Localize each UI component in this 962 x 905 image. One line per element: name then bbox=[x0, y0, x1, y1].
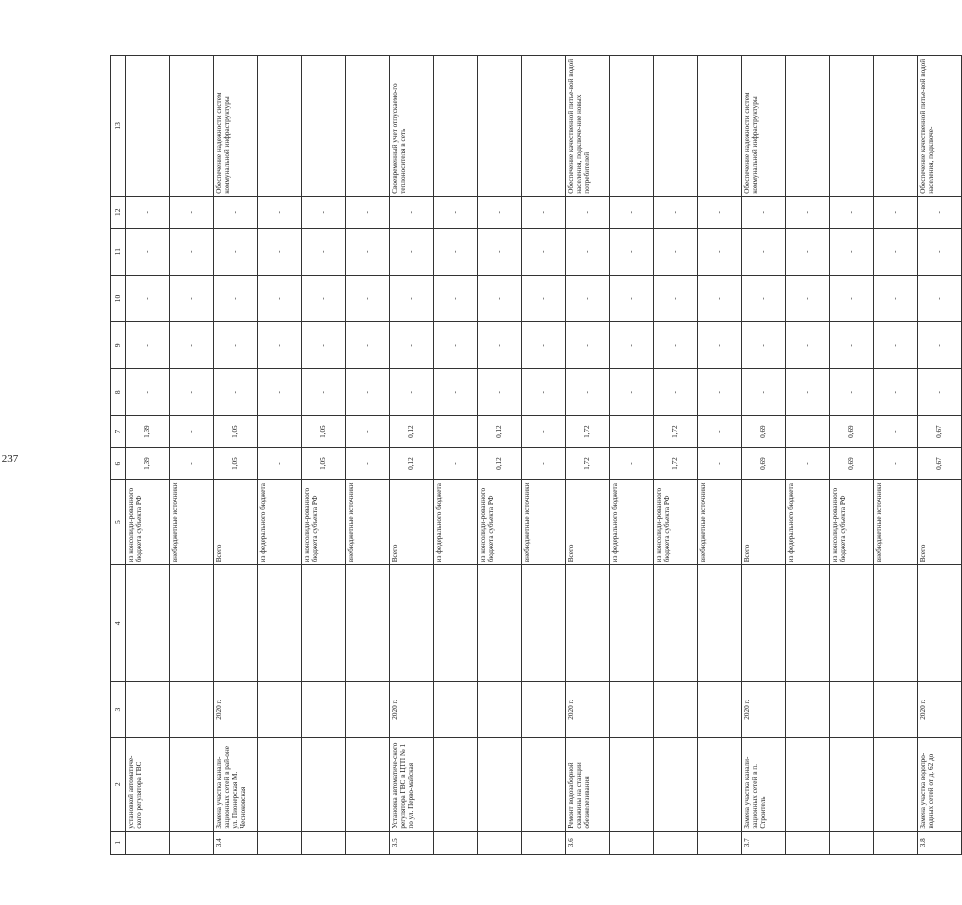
table-cell: - bbox=[698, 228, 742, 275]
table-cell bbox=[258, 416, 302, 448]
table-cell: 1,72 bbox=[654, 448, 698, 480]
table-row bbox=[258, 56, 302, 855]
table-cell: - bbox=[874, 416, 918, 448]
table-cell: - bbox=[698, 322, 742, 369]
table-cell: - bbox=[610, 228, 654, 275]
table-cell: 3.5 bbox=[390, 831, 434, 854]
table-cell: 1,05 bbox=[214, 448, 258, 480]
table-cell bbox=[522, 831, 566, 854]
table-cell: - bbox=[126, 322, 170, 369]
table-cell: внебюджетные источники bbox=[346, 480, 390, 565]
table-cell: - bbox=[170, 275, 214, 322]
table-cell: - bbox=[698, 369, 742, 416]
table-cell: - bbox=[610, 322, 654, 369]
table-cell: - bbox=[478, 275, 522, 322]
table-cell: - bbox=[522, 196, 566, 228]
table-cell: - bbox=[830, 322, 874, 369]
table-cell: - bbox=[830, 369, 874, 416]
table-cell bbox=[170, 565, 214, 682]
table-cell: - bbox=[654, 322, 698, 369]
table-cell bbox=[654, 56, 698, 197]
table-cell bbox=[654, 565, 698, 682]
table-cell: из консолиди-рованного бюджета субъекта РФ bbox=[126, 480, 170, 565]
table-cell: Своевременный учет отпускаемо-го теплоносителя в сеть bbox=[390, 56, 434, 197]
table-cell: 1,05 bbox=[302, 448, 346, 480]
table-cell bbox=[610, 737, 654, 831]
table-cell bbox=[258, 682, 302, 737]
table-cell: внебюджетные источники bbox=[874, 480, 918, 565]
table-cell: - bbox=[918, 228, 962, 275]
table-cell: 1,72 bbox=[654, 416, 698, 448]
table-cell bbox=[346, 565, 390, 682]
table-cell: - bbox=[830, 275, 874, 322]
table-cell bbox=[786, 682, 830, 737]
table-cell: Замена участка канали-зационных сетей в п. Строитель bbox=[742, 737, 786, 831]
table-cell bbox=[522, 737, 566, 831]
table-row bbox=[566, 56, 610, 855]
table-cell: Обеспечение качественной питье-вой водой населения, подключе-ние новых потребителей bbox=[566, 56, 610, 197]
table-cell bbox=[126, 682, 170, 737]
table-cell: - bbox=[522, 416, 566, 448]
table-cell: - bbox=[566, 228, 610, 275]
table-cell: - bbox=[874, 369, 918, 416]
table-cell: - bbox=[610, 275, 654, 322]
table-cell: 1,05 bbox=[302, 416, 346, 448]
table-cell: - bbox=[258, 196, 302, 228]
table-row bbox=[302, 56, 346, 855]
table-cell bbox=[258, 565, 302, 682]
table-cell: - bbox=[918, 196, 962, 228]
table-row bbox=[170, 56, 214, 855]
column-number-9: 9 bbox=[111, 322, 126, 369]
table-cell: - bbox=[214, 369, 258, 416]
table-cell: 0,12 bbox=[478, 416, 522, 448]
table-cell: 0,67 bbox=[918, 416, 962, 448]
table-cell: внебюджетные источники bbox=[522, 480, 566, 565]
table-cell: 0,69 bbox=[830, 416, 874, 448]
table-cell: - bbox=[258, 228, 302, 275]
table-cell bbox=[126, 565, 170, 682]
table-cell: - bbox=[874, 196, 918, 228]
table-cell bbox=[874, 682, 918, 737]
table-row bbox=[522, 56, 566, 855]
table-cell bbox=[874, 56, 918, 197]
column-number-5: 5 bbox=[111, 480, 126, 565]
table-cell: - bbox=[522, 228, 566, 275]
table-cell: - bbox=[214, 228, 258, 275]
table-cell bbox=[434, 737, 478, 831]
table-cell bbox=[698, 682, 742, 737]
table-cell bbox=[390, 565, 434, 682]
table-cell bbox=[698, 56, 742, 197]
table-cell: 2020 г. bbox=[742, 682, 786, 737]
table-cell bbox=[786, 831, 830, 854]
table-cell: - bbox=[258, 369, 302, 416]
table-cell: Обеспечение качественной питье-вой водой населения, подключе- bbox=[918, 56, 962, 197]
table-cell: 1,39 bbox=[126, 416, 170, 448]
table-cell bbox=[170, 831, 214, 854]
table-cell bbox=[786, 565, 830, 682]
table-cell bbox=[830, 565, 874, 682]
table-cell bbox=[478, 565, 522, 682]
table-cell: - bbox=[742, 196, 786, 228]
table-cell bbox=[346, 831, 390, 854]
table-cell: - bbox=[170, 369, 214, 416]
table-cell: - bbox=[830, 228, 874, 275]
table-cell bbox=[698, 831, 742, 854]
table-cell bbox=[478, 682, 522, 737]
column-number-11: 11 bbox=[111, 228, 126, 275]
table-cell bbox=[786, 737, 830, 831]
table-cell: - bbox=[654, 228, 698, 275]
table-cell bbox=[830, 56, 874, 197]
table-cell: - bbox=[918, 322, 962, 369]
table-cell bbox=[698, 737, 742, 831]
column-number-6: 6 bbox=[111, 448, 126, 480]
table-row bbox=[698, 56, 742, 855]
table-cell: - bbox=[214, 196, 258, 228]
column-number-12: 12 bbox=[111, 196, 126, 228]
table-cell bbox=[918, 565, 962, 682]
table-cell: 1,72 bbox=[566, 416, 610, 448]
table-cell bbox=[258, 737, 302, 831]
table-cell bbox=[434, 56, 478, 197]
table-cell: 0,12 bbox=[478, 448, 522, 480]
table-cell bbox=[126, 56, 170, 197]
table-row bbox=[874, 56, 918, 855]
table-cell: из консолиди-рованного бюджета субъекта РФ bbox=[302, 480, 346, 565]
table-cell: - bbox=[610, 369, 654, 416]
table-cell: - bbox=[390, 369, 434, 416]
table-row bbox=[390, 56, 434, 855]
table-cell: - bbox=[302, 196, 346, 228]
table-cell: - bbox=[434, 196, 478, 228]
table-cell: - bbox=[346, 275, 390, 322]
table-cell: 0,69 bbox=[742, 416, 786, 448]
table-row bbox=[214, 56, 258, 855]
table-cell: - bbox=[170, 196, 214, 228]
table-cell bbox=[610, 56, 654, 197]
table-cell: - bbox=[126, 196, 170, 228]
table-cell bbox=[522, 565, 566, 682]
table-cell: - bbox=[522, 275, 566, 322]
table-cell: 0,67 bbox=[918, 448, 962, 480]
table-cell: - bbox=[786, 228, 830, 275]
table-cell: 1,05 bbox=[214, 416, 258, 448]
table-cell: - bbox=[918, 369, 962, 416]
table-cell: - bbox=[874, 275, 918, 322]
table-cell: - bbox=[390, 196, 434, 228]
investment-table bbox=[110, 55, 962, 855]
column-number-7: 7 bbox=[111, 416, 126, 448]
table-cell: - bbox=[170, 228, 214, 275]
table-cell: Всего bbox=[918, 480, 962, 565]
table-cell: - bbox=[874, 228, 918, 275]
table-cell: Всего bbox=[214, 480, 258, 565]
table-cell: установкой автоматиче-ского регулятора ГВС bbox=[126, 737, 170, 831]
table-cell: - bbox=[346, 196, 390, 228]
table-cell bbox=[654, 737, 698, 831]
table-cell: 0,69 bbox=[830, 448, 874, 480]
table-cell: - bbox=[346, 448, 390, 480]
table-cell: - bbox=[566, 275, 610, 322]
table-cell: - bbox=[126, 228, 170, 275]
table-cell: Ремонт водозаборной скважины на станции обезжелезивания bbox=[566, 737, 610, 831]
table-cell: - bbox=[742, 369, 786, 416]
table-cell: Установка автоматиче-ского регулятора ГВС в ЦТП № 1 по ул. Перво-майская bbox=[390, 737, 434, 831]
table-cell: - bbox=[258, 322, 302, 369]
table-cell: 3.8 bbox=[918, 831, 962, 854]
table-cell bbox=[170, 682, 214, 737]
table-cell: - bbox=[742, 322, 786, 369]
column-number-13: 13 bbox=[111, 56, 126, 197]
table-cell: - bbox=[830, 196, 874, 228]
table-cell bbox=[786, 56, 830, 197]
column-number-8: 8 bbox=[111, 369, 126, 416]
table-cell bbox=[610, 831, 654, 854]
table-cell: из федерального бюджета bbox=[786, 480, 830, 565]
table-cell: - bbox=[434, 369, 478, 416]
table-cell: - bbox=[390, 228, 434, 275]
table-cell: - bbox=[786, 448, 830, 480]
table-cell: - bbox=[434, 275, 478, 322]
table-cell: - bbox=[786, 322, 830, 369]
table-cell: 2020 г. bbox=[918, 682, 962, 737]
page-number: 237 bbox=[1, 453, 19, 465]
column-number-3: 3 bbox=[111, 682, 126, 737]
table-cell: 2020 г. bbox=[566, 682, 610, 737]
table-cell: - bbox=[302, 228, 346, 275]
table-cell: - bbox=[170, 322, 214, 369]
table-cell bbox=[566, 565, 610, 682]
table-cell: - bbox=[566, 369, 610, 416]
table-cell bbox=[434, 416, 478, 448]
table-cell bbox=[126, 831, 170, 854]
table-cell bbox=[346, 682, 390, 737]
table-cell: 0,69 bbox=[742, 448, 786, 480]
table-cell bbox=[302, 565, 346, 682]
table-cell: - bbox=[742, 275, 786, 322]
table-cell bbox=[654, 682, 698, 737]
table-cell bbox=[170, 56, 214, 197]
table-cell: Всего bbox=[390, 480, 434, 565]
table-cell: - bbox=[522, 448, 566, 480]
table-cell: - bbox=[390, 275, 434, 322]
table-cell: - bbox=[654, 275, 698, 322]
table-cell: из федерального бюджета bbox=[434, 480, 478, 565]
column-number-1: 1 bbox=[111, 831, 126, 854]
table-cell: - bbox=[742, 228, 786, 275]
table-cell: - bbox=[302, 369, 346, 416]
table-cell bbox=[522, 682, 566, 737]
column-number-row bbox=[111, 56, 126, 855]
table-cell bbox=[610, 565, 654, 682]
table-row bbox=[654, 56, 698, 855]
table-cell: - bbox=[170, 448, 214, 480]
table-cell: - bbox=[698, 275, 742, 322]
table-cell bbox=[610, 682, 654, 737]
table-cell bbox=[610, 416, 654, 448]
table-cell: - bbox=[346, 369, 390, 416]
table-cell: - bbox=[698, 416, 742, 448]
table-cell: - bbox=[126, 275, 170, 322]
column-number-4: 4 bbox=[111, 565, 126, 682]
column-number-2: 2 bbox=[111, 737, 126, 831]
table-cell: Обеспечение надежности систем коммунальной инфраструктуры bbox=[214, 56, 258, 197]
table-cell: Всего bbox=[566, 480, 610, 565]
table-cell bbox=[434, 831, 478, 854]
table-cell: из консолиди-рованного бюджета субъекта РФ bbox=[830, 480, 874, 565]
table-cell: - bbox=[874, 322, 918, 369]
table-row bbox=[830, 56, 874, 855]
table-cell bbox=[302, 56, 346, 197]
table-cell: - bbox=[874, 448, 918, 480]
table-cell: - bbox=[346, 322, 390, 369]
table-cell: - bbox=[478, 196, 522, 228]
table-cell: из федерального бюджета bbox=[258, 480, 302, 565]
table-cell: 1,39 bbox=[126, 448, 170, 480]
table-cell bbox=[434, 565, 478, 682]
table-cell bbox=[830, 831, 874, 854]
table-cell: - bbox=[214, 275, 258, 322]
table-cell: - bbox=[346, 228, 390, 275]
table-cell: - bbox=[698, 196, 742, 228]
table-cell: - bbox=[302, 322, 346, 369]
table-cell: - bbox=[786, 369, 830, 416]
table-cell bbox=[346, 737, 390, 831]
table-cell: 0,12 bbox=[390, 448, 434, 480]
table-cell: - bbox=[786, 275, 830, 322]
table-cell: - bbox=[478, 369, 522, 416]
table-cell: из консолиди-рованного бюджета субъекта РФ bbox=[654, 480, 698, 565]
table-cell: - bbox=[258, 275, 302, 322]
table-cell bbox=[742, 565, 786, 682]
table-cell bbox=[302, 682, 346, 737]
table-cell: - bbox=[434, 228, 478, 275]
table-cell bbox=[830, 737, 874, 831]
table-cell: - bbox=[566, 196, 610, 228]
table-cell bbox=[874, 565, 918, 682]
table-cell bbox=[478, 831, 522, 854]
table-cell: - bbox=[654, 196, 698, 228]
table-cell bbox=[258, 831, 302, 854]
table-cell bbox=[786, 416, 830, 448]
table-cell: - bbox=[478, 228, 522, 275]
table-cell: внебюджетные источники bbox=[170, 480, 214, 565]
table-cell: 2020 г. bbox=[390, 682, 434, 737]
table-cell: внебюджетные источники bbox=[698, 480, 742, 565]
table-cell bbox=[478, 56, 522, 197]
table-cell bbox=[698, 565, 742, 682]
table-cell: Обеспечение надежности систем коммунальной инфраструктуры bbox=[742, 56, 786, 197]
table-row bbox=[126, 56, 170, 855]
table-cell bbox=[170, 737, 214, 831]
table-cell: 2020 г. bbox=[214, 682, 258, 737]
table-cell bbox=[478, 737, 522, 831]
table-cell: - bbox=[654, 369, 698, 416]
table-cell: - bbox=[302, 275, 346, 322]
table-row bbox=[346, 56, 390, 855]
table-cell: - bbox=[478, 322, 522, 369]
table-cell bbox=[874, 737, 918, 831]
table-row bbox=[434, 56, 478, 855]
column-number-10: 10 bbox=[111, 275, 126, 322]
table-cell: Замена участка канали-зационных сетей в рай-оне ул. Пионерская М. Чесноковская bbox=[214, 737, 258, 831]
rotated-table-container bbox=[110, 55, 944, 855]
table-cell bbox=[522, 56, 566, 197]
table-cell bbox=[874, 831, 918, 854]
table-cell bbox=[302, 831, 346, 854]
table-cell: - bbox=[390, 322, 434, 369]
table-row bbox=[742, 56, 786, 855]
table-cell: - bbox=[786, 196, 830, 228]
table-cell: - bbox=[214, 322, 258, 369]
table-cell: из федерального бюджета bbox=[610, 480, 654, 565]
table-cell: - bbox=[346, 416, 390, 448]
table-cell: - bbox=[522, 369, 566, 416]
table-cell bbox=[346, 56, 390, 197]
table-cell bbox=[830, 682, 874, 737]
table-cell: 3.7 bbox=[742, 831, 786, 854]
table-cell: Всего bbox=[742, 480, 786, 565]
table-cell: - bbox=[918, 275, 962, 322]
table-row bbox=[610, 56, 654, 855]
table-cell: 0,12 bbox=[390, 416, 434, 448]
table-row bbox=[918, 56, 962, 855]
table-cell: 1,72 bbox=[566, 448, 610, 480]
table-cell bbox=[654, 831, 698, 854]
table-cell: - bbox=[610, 448, 654, 480]
table-cell: 3.4 bbox=[214, 831, 258, 854]
table-row bbox=[478, 56, 522, 855]
table-cell: - bbox=[698, 448, 742, 480]
table-cell: - bbox=[610, 196, 654, 228]
table-cell: - bbox=[566, 322, 610, 369]
table-cell: - bbox=[434, 322, 478, 369]
table-cell bbox=[214, 565, 258, 682]
table-cell: - bbox=[170, 416, 214, 448]
table-cell: из консолиди-рованного бюджета субъекта РФ bbox=[478, 480, 522, 565]
table-cell bbox=[258, 56, 302, 197]
table-cell bbox=[302, 737, 346, 831]
table-cell: Замена участка водопро-водных сетей от д. 62 до bbox=[918, 737, 962, 831]
table-cell: - bbox=[434, 448, 478, 480]
table-row bbox=[786, 56, 830, 855]
table-cell: - bbox=[522, 322, 566, 369]
table-cell: - bbox=[258, 448, 302, 480]
table-cell bbox=[434, 682, 478, 737]
table-cell: - bbox=[126, 369, 170, 416]
table-cell: 3.6 bbox=[566, 831, 610, 854]
